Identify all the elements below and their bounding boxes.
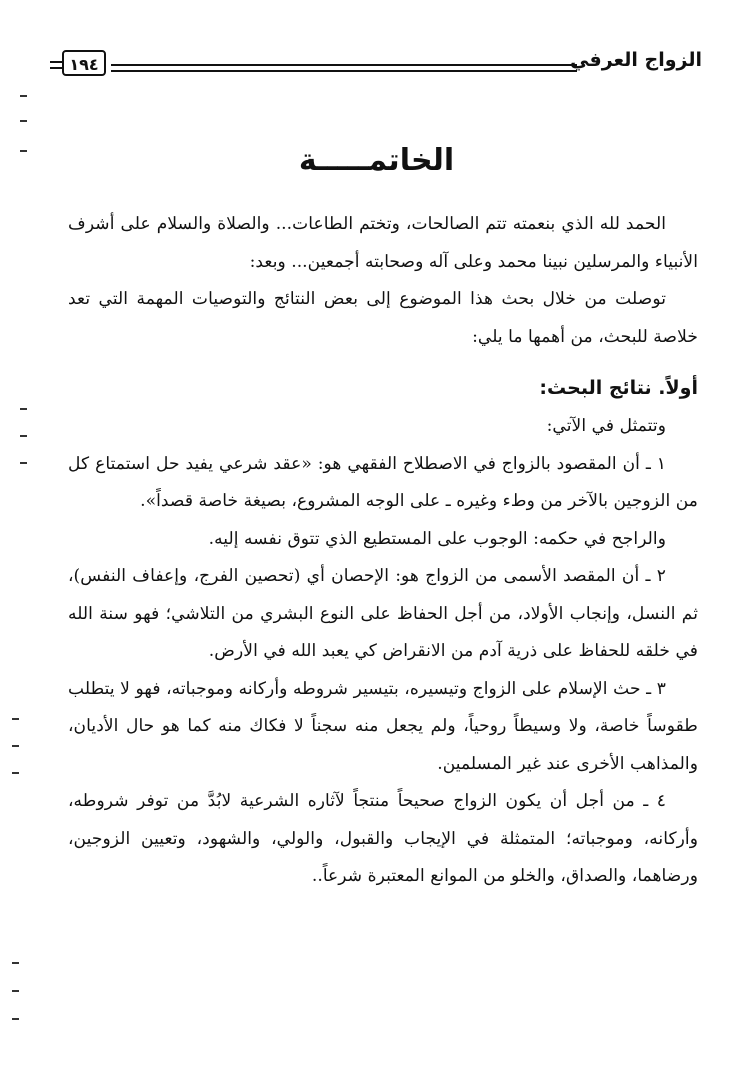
result-item-1-ruling: والراجح في حكمه: الوجوب على المستطيع الذي تتوق نفسه إليه. bbox=[208, 528, 666, 549]
intro-paragraph-2: توصلت من خلال بحث هذا الموضوع إلى بعض النتائج والتوصيات المهمة التي تعد خلاصة للبحث، من أهمها ما يلي: bbox=[68, 289, 698, 347]
margin-mark bbox=[20, 435, 27, 437]
section-heading: أولاً. نتائج البحث: bbox=[539, 377, 698, 399]
page-number: ١٩٤ bbox=[62, 50, 106, 76]
section-lead: وتتمثل في الآتي: bbox=[546, 416, 666, 436]
intro-paragraph-1: الحمد لله الذي بنعمته تتم الصالحات، وتختم الطاعات... والصلاة والسلام على أشرف الأنبياء والمرسلين نبينا محمد وعلى آله وصحابته أجمعين... وبعد: bbox=[68, 214, 698, 272]
margin-mark bbox=[12, 990, 19, 992]
body-text bbox=[68, 206, 698, 896]
margin-mark bbox=[20, 95, 27, 97]
result-item-2: ٢ ـ أن المقصد الأسمى من الزواج هو: الإحصان أي (تحصين الفرج، وإعفاف النفس)، ثم النسل، وإنجاب الأولاد، من أجل الحفاظ على النوع البشري من التلاشي؛ فهو سنة الله في خلقه للحفاظ على ذرية آدم من الانقراض كي يعبد الله في الأرض. bbox=[68, 566, 698, 661]
margin-mark bbox=[12, 772, 19, 774]
result-item-1: ١ ـ أن المقصود بالزواج في الاصطلاح الفقهي هو: «عقد شرعي يفيد حل استمتاع كل من الزوجين بالآخر من وطء وغيره ـ على الوجه المشروع، بصيغة خاصة قصداً». bbox=[68, 453, 698, 511]
margin-mark bbox=[20, 408, 27, 410]
chapter-title: الخاتمـــــة bbox=[298, 143, 455, 178]
result-item-4: ٤ ـ من أجل أن يكون الزواج صحيحاً منتجاً لآثاره الشرعية لابُدَّ من توفر شروطه، وأركانه، وموجباته؛ المتمثلة في الإيجاب والقبول، والولي، والشهود، وتعيين الزوجين، ورضاهما، والصداق، والخلو من الموانع المعتبرة شرعاً.. bbox=[68, 791, 698, 886]
margin-mark bbox=[12, 745, 19, 747]
margin-mark bbox=[12, 718, 19, 720]
result-item-3: ٣ ـ حث الإسلام على الزواج وتيسيره، بتيسير شروطه وأركانه وموجباته، فهو لا يتطلب طقوساً خاصة، ولا وسيطاً روحياً، ولم يجعل منه سجناً لا فكاك منه كما هو حال الأديان، والمذاهب الأخرى عند غير المسلمين. bbox=[68, 678, 698, 774]
margin-mark bbox=[20, 150, 27, 152]
margin-mark bbox=[20, 120, 27, 122]
margin-mark bbox=[20, 462, 27, 464]
running-title: الزواج العرفي bbox=[570, 49, 702, 71]
page-header bbox=[56, 46, 702, 86]
header-rule bbox=[111, 64, 577, 72]
margin-mark bbox=[12, 1018, 19, 1020]
margin-mark bbox=[12, 962, 19, 964]
